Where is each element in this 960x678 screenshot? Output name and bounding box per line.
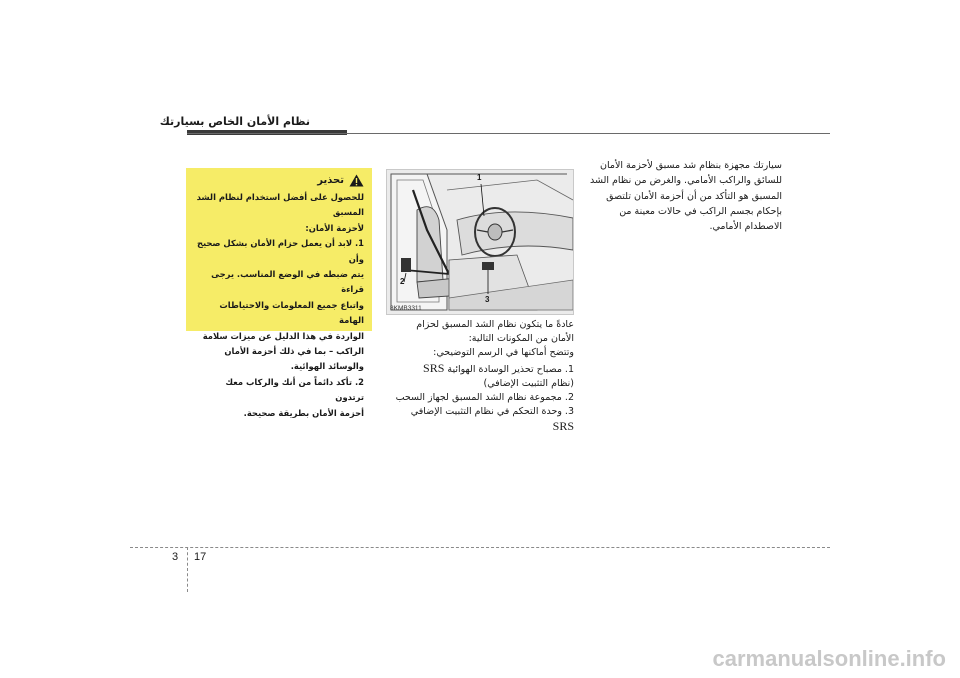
component-item [392,391,574,405]
components-list [392,318,574,436]
warning-line: 1. لابد أن يعمل حزام الأمان بشكل صحيح وأن [196,238,364,264]
illustration-code: 8KMB3311 [390,305,422,312]
footer-rule [130,547,830,548]
callout-3: 3 [485,295,490,304]
component-item [392,419,574,435]
warning-line: أحزمة الأمان بطريقة صحيحة. [243,407,364,418]
pretensioner-description: سيارتك مجهزة بنظام شد مسبق لأحزمة الأمان للسائق والراكب الأمامي. والغرض من نظام الشد المسبق هو التأكد من أن أحزمة الأمان تلتصق بإحكام بجسم الراكب في حالات معينة من الاصطدام الأمامي. [590,160,782,233]
warning-title: تحذير [317,175,344,186]
warning-body [194,190,364,421]
warning-heading [194,174,364,187]
component-item [392,361,574,377]
seatbelt-pretensioner-illustration [386,169,574,315]
callout-1: 1 [477,173,482,182]
component-item [392,405,574,419]
warning-box [186,168,372,418]
components-sub: وتتضح أماكنها في الرسم التوضيحي: [433,347,574,359]
warning-line: والوسائد الهوائية. [290,361,364,372]
component-text: 3. وحدة التحكم في نظام التثبيت الإضافي [410,406,574,418]
header-rule [187,133,830,134]
component-item [392,377,574,391]
footer-divider [187,547,188,592]
warning-line: 2. تأكد دائماً من أنك والركاب معك ترتدون [225,376,364,403]
watermark: carmanualsonline.info [712,646,946,671]
warning-triangle-icon [349,174,364,187]
car-interior-drawing [387,170,574,315]
page-number: 17 [194,551,207,563]
component-text: (نظام التثبيت الإضافي) [483,377,574,389]
srs-label: SRS [552,419,574,434]
components-intro: عادةً ما يتكون نظام الشد المسبق لحزام الأمان من المكونات التالية: [416,319,574,345]
warning-line: الواردة في هذا الدليل عن ميزات سلامة [202,330,364,341]
callout-2: 2 [400,277,405,286]
warning-line: لأحزمة الأمان: [305,222,364,233]
warning-line: واتباع جميع المعلومات والاحتياطات الهامة [219,299,364,326]
warning-line: يتم ضبطه في الوضع المناسب. يرجى قراءة [211,269,364,295]
srs-label: SRS [423,360,445,375]
chapter-number: 3 [172,551,179,563]
warning-line: الراكب – بما في ذلك أحزمة الأمان [224,346,364,357]
page-header-title: نظام الأمان الخاص بسيارتك [159,115,310,128]
warning-line: للحصول على أفضل استخدام لنظام الشد المسبق [196,192,364,218]
component-text: 2. مجموعة نظام الشد المسبق لجهاز السحب [395,392,574,404]
component-text: 1. مصباح تحذير الوسادة الهوائية [447,363,574,375]
